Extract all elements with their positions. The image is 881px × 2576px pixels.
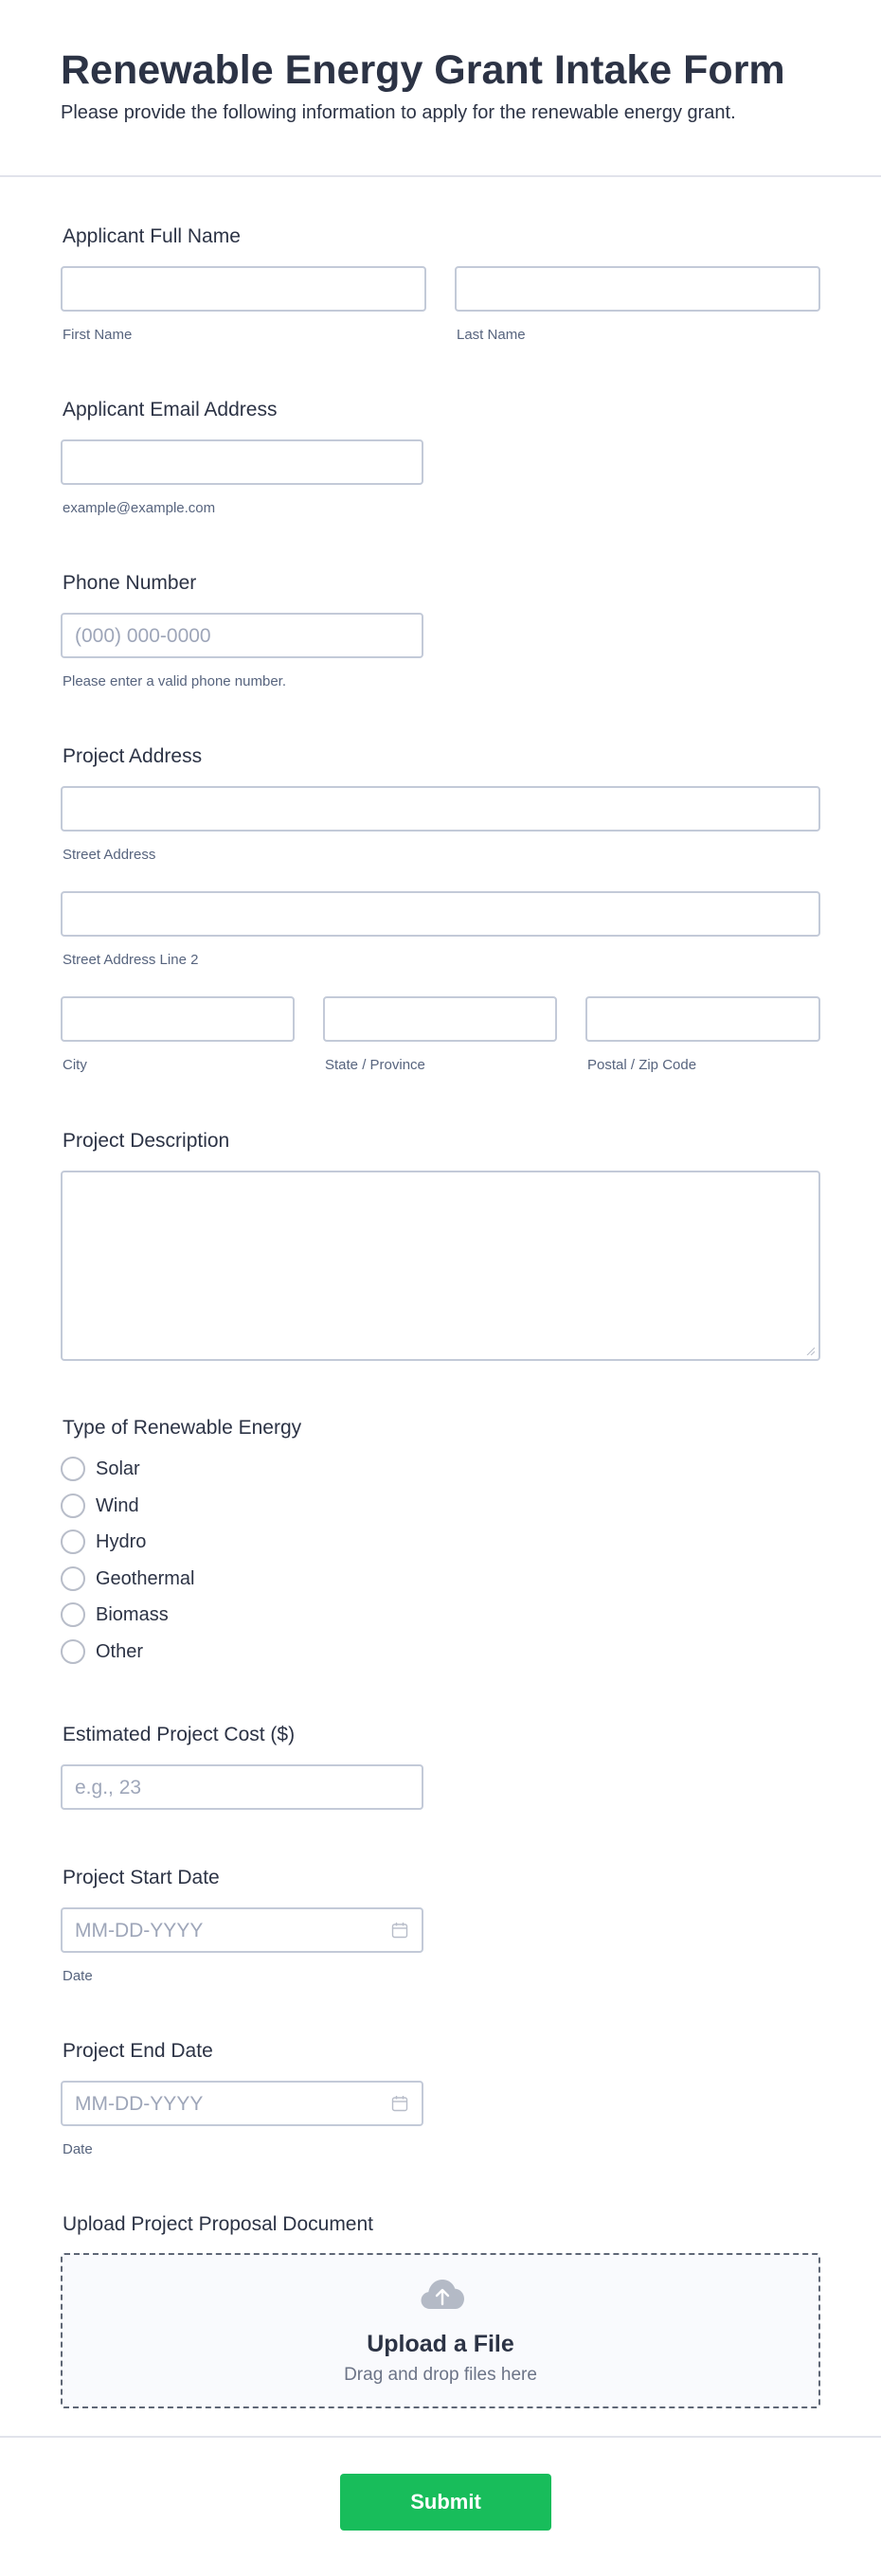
form-footer bbox=[0, 2436, 881, 2576]
phone-sublabel: Please enter a valid phone number. bbox=[63, 673, 286, 689]
radio-solar[interactable] bbox=[61, 1457, 85, 1481]
submit-button[interactable]: Submit bbox=[340, 2474, 551, 2531]
start-date-placeholder: MM-DD-YYYY bbox=[75, 1920, 204, 1941]
email-input[interactable] bbox=[61, 439, 423, 485]
last-name-input[interactable] bbox=[455, 266, 820, 312]
form-subtitle: Please provide the following information to apply for the renewable energy grant. bbox=[61, 102, 736, 123]
phone-input[interactable] bbox=[61, 613, 423, 658]
end-date-sublabel: Date bbox=[63, 2141, 93, 2157]
cost-label: Estimated Project Cost ($) bbox=[63, 1724, 296, 1745]
radio-geothermal[interactable] bbox=[61, 1566, 85, 1591]
energy-type-label: Type of Renewable Energy bbox=[63, 1417, 302, 1439]
address-label: Project Address bbox=[63, 745, 203, 767]
cloud-upload-icon bbox=[420, 2276, 465, 2312]
end-date-label: Project End Date bbox=[63, 2040, 213, 2062]
upload-subtitle: Drag and drop files here bbox=[344, 2365, 537, 2385]
start-date-label: Project Start Date bbox=[63, 1867, 220, 1888]
city-sublabel: City bbox=[63, 1057, 87, 1073]
street-address-line2-sublabel: Street Address Line 2 bbox=[63, 952, 199, 968]
calendar-icon[interactable] bbox=[391, 1922, 408, 1939]
last-name-sublabel: Last Name bbox=[457, 327, 526, 343]
state-input[interactable] bbox=[323, 996, 557, 1042]
radio-label-solar: Solar bbox=[96, 1458, 140, 1479]
radio-label-other: Other bbox=[96, 1641, 144, 1662]
radio-hydro[interactable] bbox=[61, 1530, 85, 1554]
phone-label: Phone Number bbox=[63, 572, 197, 594]
start-date-sublabel: Date bbox=[63, 1968, 93, 1984]
form-title: Renewable Energy Grant Intake Form bbox=[61, 47, 785, 93]
email-sublabel: example@example.com bbox=[63, 500, 216, 516]
radio-label-biomass: Biomass bbox=[96, 1604, 169, 1625]
cost-input[interactable] bbox=[61, 1764, 423, 1810]
resize-handle-icon[interactable] bbox=[806, 1347, 815, 1355]
upload-label: Upload Project Proposal Document bbox=[63, 2213, 374, 2235]
zip-sublabel: Postal / Zip Code bbox=[587, 1057, 697, 1073]
first-name-input[interactable] bbox=[61, 266, 426, 312]
radio-wind[interactable] bbox=[61, 1494, 85, 1518]
street-address-line2-input[interactable] bbox=[61, 891, 820, 937]
end-date-placeholder: MM-DD-YYYY bbox=[75, 2093, 204, 2115]
upload-title: Upload a File bbox=[367, 2331, 514, 2357]
street-address-input[interactable] bbox=[61, 786, 820, 832]
street-address-sublabel: Street Address bbox=[63, 847, 156, 863]
phone-placeholder: (000) 000-0000 bbox=[75, 625, 211, 647]
radio-label-wind: Wind bbox=[96, 1495, 139, 1516]
form-header bbox=[0, 0, 881, 177]
cost-placeholder: e.g., 23 bbox=[75, 1777, 142, 1798]
name-label: Applicant Full Name bbox=[63, 225, 241, 247]
radio-biomass[interactable] bbox=[61, 1602, 85, 1627]
radio-label-hydro: Hydro bbox=[96, 1531, 147, 1552]
end-date-input[interactable] bbox=[61, 2081, 423, 2126]
city-input[interactable] bbox=[61, 996, 295, 1042]
description-textarea[interactable] bbox=[61, 1171, 820, 1361]
radio-other[interactable] bbox=[61, 1639, 85, 1664]
state-sublabel: State / Province bbox=[325, 1057, 425, 1073]
description-label: Project Description bbox=[63, 1130, 230, 1152]
zip-input[interactable] bbox=[585, 996, 820, 1042]
radio-label-geothermal: Geothermal bbox=[96, 1568, 195, 1589]
first-name-sublabel: First Name bbox=[63, 327, 133, 343]
start-date-input[interactable] bbox=[61, 1907, 423, 1953]
calendar-icon[interactable] bbox=[391, 2095, 408, 2112]
file-upload-dropzone[interactable] bbox=[61, 2253, 820, 2408]
email-label: Applicant Email Address bbox=[63, 399, 278, 420]
